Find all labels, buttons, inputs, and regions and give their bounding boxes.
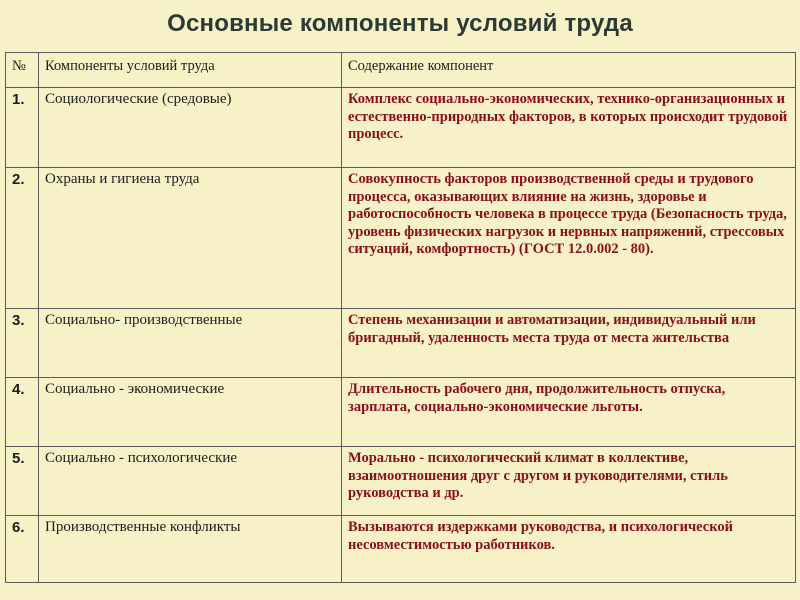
header-number: № [6,53,39,88]
row-content: Морально - психологический климат в коллективе, взаимоотношения друг с другом и руководителями, стиль руководства и др. [342,447,796,516]
row-component: Социально- производственные [39,309,342,378]
row-number: 5. [6,447,39,516]
page-title: Основные компоненты условий труда [167,10,633,37]
row-number: 4. [6,378,39,447]
row-component: Охраны и гигиена труда [39,168,342,309]
header-content: Содержание компонент [342,53,796,88]
row-component: Производственные конфликты [39,516,342,583]
table-row [6,516,796,583]
row-component: Социально - психологические [39,447,342,516]
row-content: Степень механизации и автоматизации, индивидуальный или бригадный, удаленность места труда от места жительства [342,309,796,378]
row-component: Социологические (средовые) [39,88,342,168]
row-number: 1. [6,88,39,168]
row-content: Комплекс социально-экономических, технико-организационных и естественно-природных факторов, в которых происходит трудовой процесс. [342,88,796,168]
table-header-row [6,53,796,88]
header-component: Компоненты условий труда [39,53,342,88]
table-row [6,88,796,168]
row-content: Длительность рабочего дня, продолжительность отпуска, зарплата, социально-экономические льготы. [342,378,796,447]
table-row [6,447,796,516]
table-row [6,309,796,378]
table-row [6,378,796,447]
row-component: Социально - экономические [39,378,342,447]
table-row [6,168,796,309]
row-number: 2. [6,168,39,309]
components-table [5,52,796,583]
row-number: 3. [6,309,39,378]
row-content: Совокупность факторов производственной среды и трудового процесса, оказывающих влияние на жизнь, здоровье и работоспособность человека в процессе труда (Безопасность труда, уровень физических нагрузок и нервных напряжений, стрессовых ситуаций, комфортность) (ГОСТ 12.0.002 - 80). [342,168,796,309]
row-content: Вызываются издержками руководства, и психологической несовместимостью работников. [342,516,796,583]
row-number: 6. [6,516,39,583]
